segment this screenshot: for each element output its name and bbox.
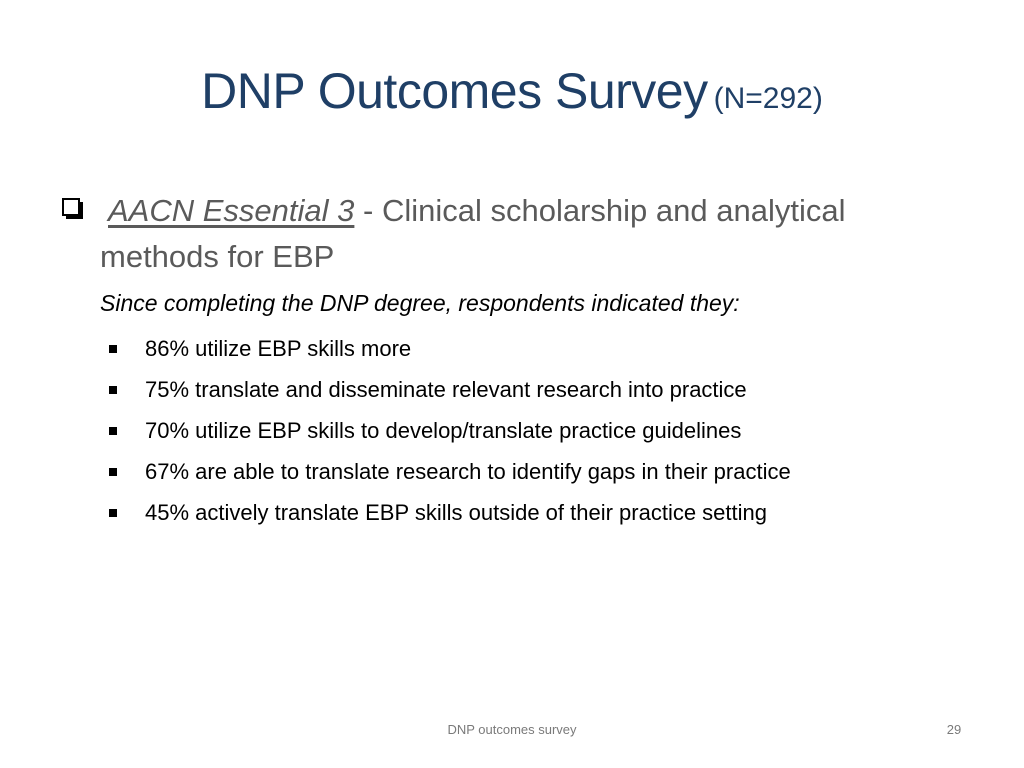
essential-bullet bbox=[62, 188, 962, 280]
list-item-text: 70% utilize EBP skills to develop/translate practice guidelines bbox=[145, 418, 742, 443]
essential-bullet-text bbox=[100, 188, 962, 280]
slide-title bbox=[0, 62, 1024, 120]
outcomes-list bbox=[100, 333, 791, 538]
square-bullet-icon bbox=[109, 345, 117, 353]
essential-line-2: methods for EBP bbox=[100, 239, 335, 274]
list-item bbox=[100, 456, 791, 497]
title-sample-size: (N=292) bbox=[713, 82, 823, 115]
list-item bbox=[100, 415, 791, 456]
respondents-subhead: Since completing the DNP degree, respondents indicated they: bbox=[100, 290, 740, 316]
essential-link[interactable]: AACN Essential 3 bbox=[108, 193, 355, 228]
title-main: DNP Outcomes Survey bbox=[201, 63, 708, 119]
square-bullet-icon bbox=[109, 468, 117, 476]
hollow-box-bullet-icon bbox=[62, 198, 84, 220]
square-bullet-icon bbox=[109, 509, 117, 517]
footer-text: DNP outcomes survey bbox=[447, 722, 577, 737]
list-item-text: 45% actively translate EBP skills outside of their practice setting bbox=[145, 500, 768, 525]
essential-description: - Clinical scholarship and analytical bbox=[354, 193, 846, 228]
page-number: 29 bbox=[946, 722, 962, 737]
list-item bbox=[100, 497, 791, 538]
square-bullet-icon bbox=[109, 386, 117, 394]
list-item-text: 67% are able to translate research to identify gaps in their practice bbox=[145, 459, 791, 484]
list-item bbox=[100, 374, 791, 415]
list-item-text: 86% utilize EBP skills more bbox=[145, 336, 412, 361]
essential-line-1 bbox=[108, 188, 962, 234]
list-item-text: 75% translate and disseminate relevant research into practice bbox=[145, 377, 747, 402]
list-item bbox=[100, 333, 791, 374]
square-bullet-icon bbox=[109, 427, 117, 435]
